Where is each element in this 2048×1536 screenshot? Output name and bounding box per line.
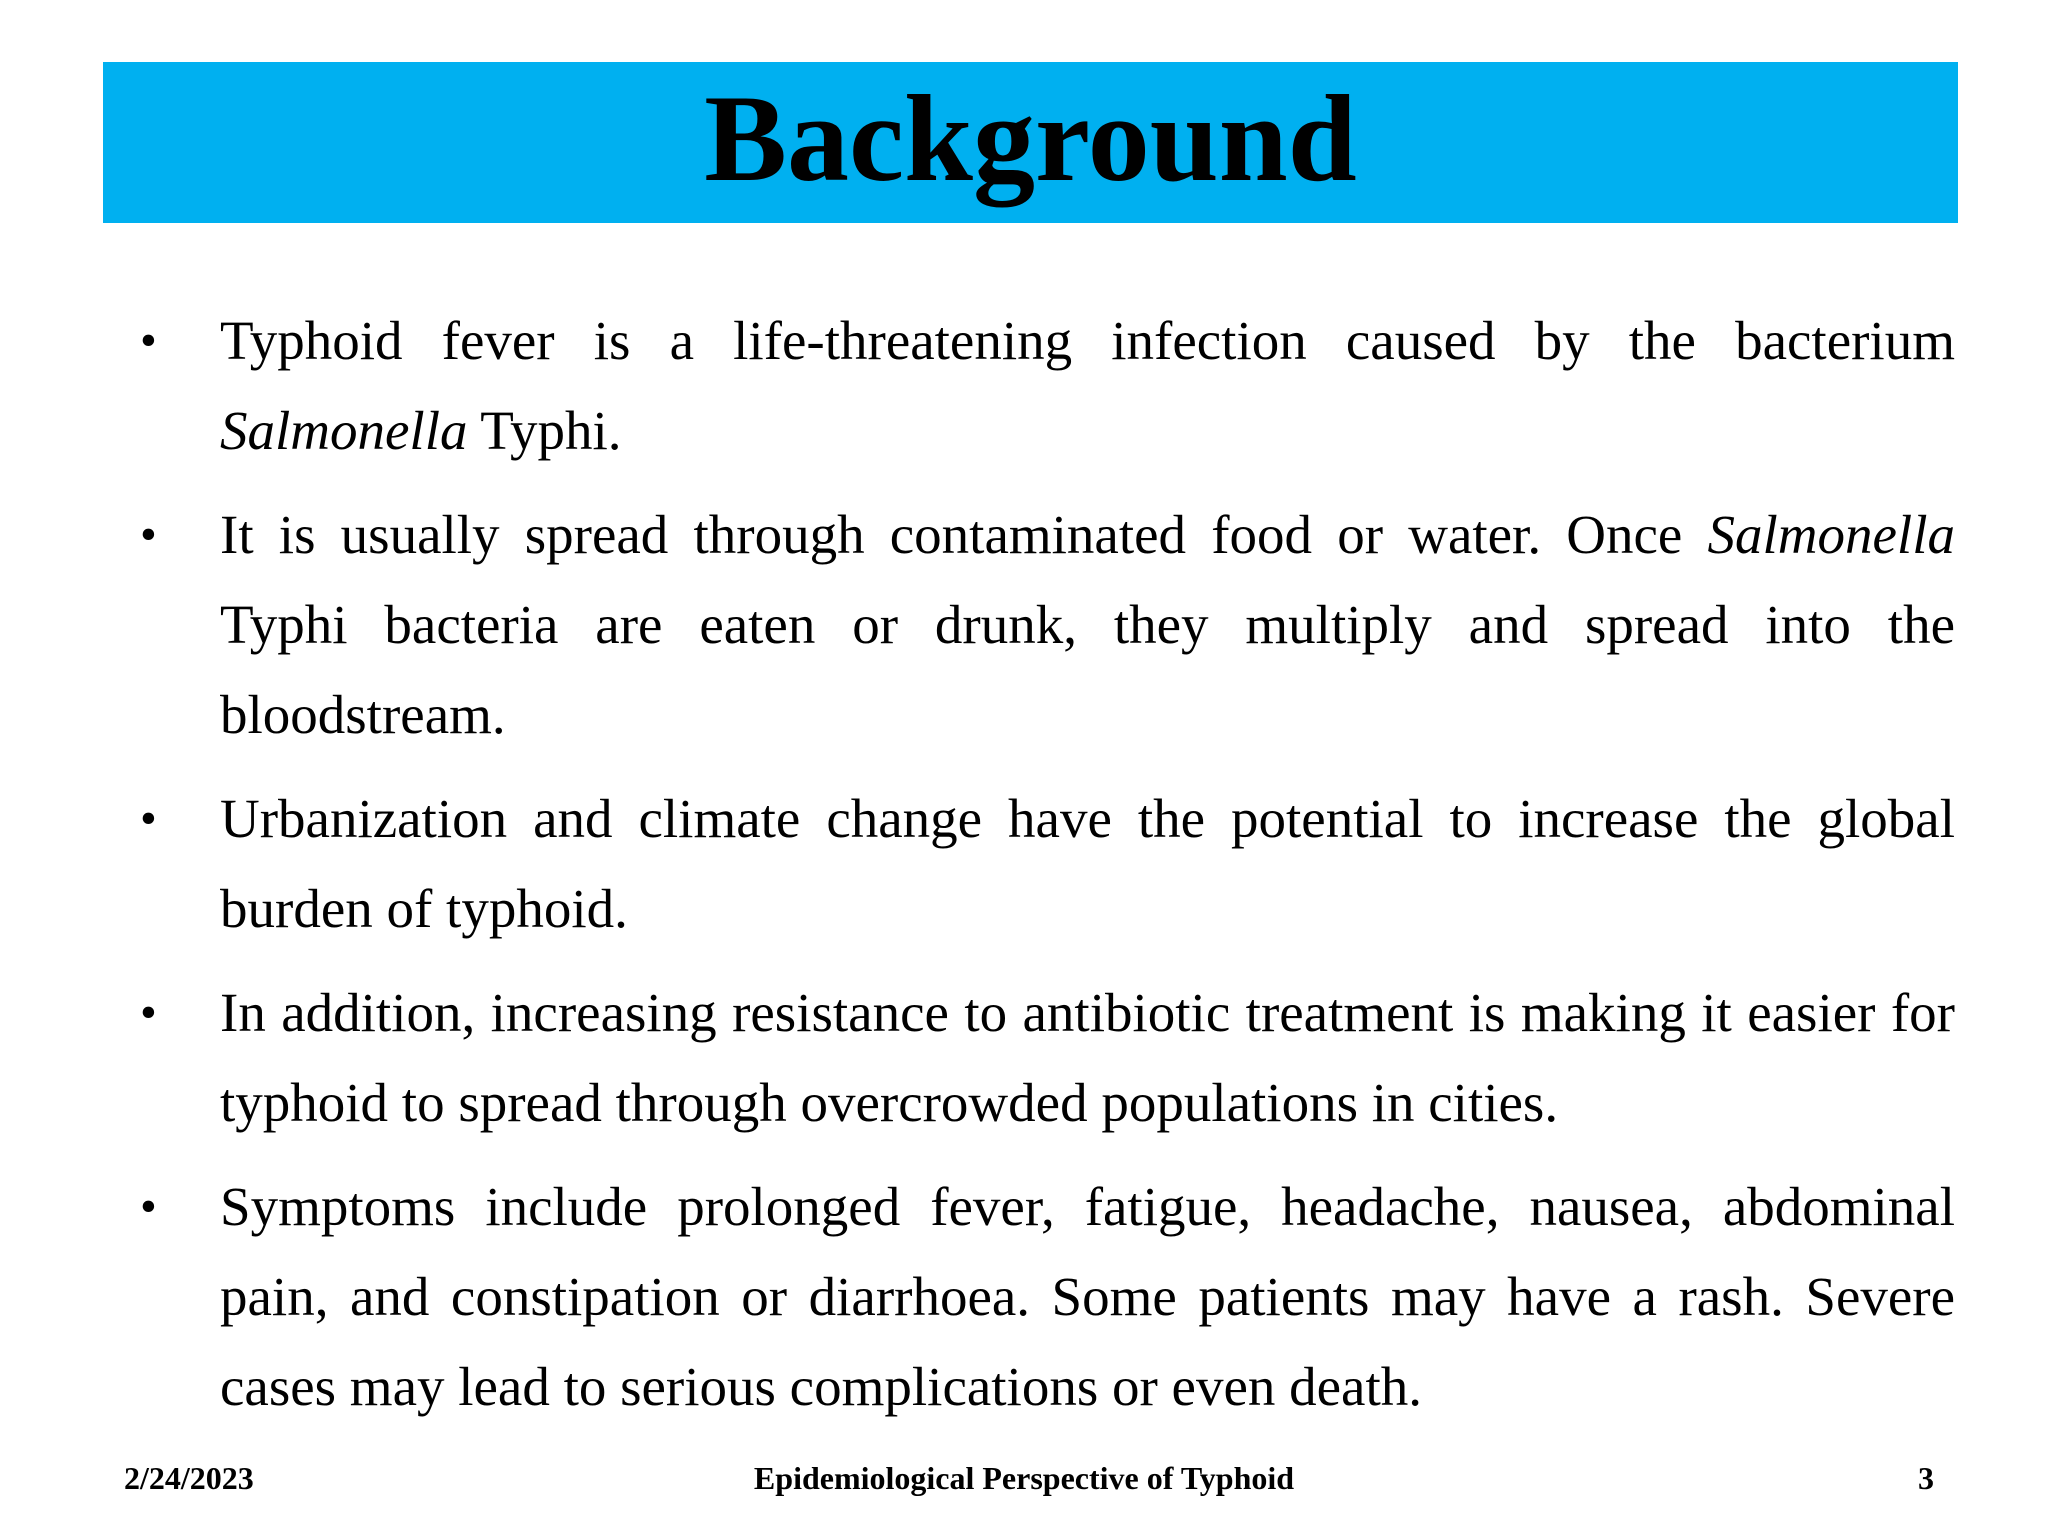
bullet-marker: • [140, 1180, 157, 1233]
bullet-text: Symptoms include prolonged fever, fatigue, headache, nausea, abdominal pain, and constipation or diarrhoea. Some patients may have a rash. Severe cases may lead to serious complications or even death. [220, 1176, 1955, 1417]
bullet-marker: • [140, 508, 157, 561]
italic-species-name: Salmonella [1707, 504, 1955, 565]
bullet-marker: • [140, 986, 157, 1039]
footer-date: 2/24/2023 [124, 1460, 254, 1496]
bullet-item-2 [140, 490, 1955, 760]
title-banner [103, 62, 1958, 223]
bullet-item-5 [140, 1162, 1955, 1432]
bullet-item-1 [140, 296, 1955, 476]
footer-title: Epidemiological Perspective of Typhoid [753, 1460, 1295, 1496]
italic-species-name: Salmonella [220, 400, 468, 461]
footer-page-number: 3 [1918, 1460, 1934, 1496]
slide-title: Background [704, 69, 1357, 207]
bullet-item-4 [140, 968, 1955, 1148]
bullet-item-3 [140, 774, 1955, 954]
bullet-text: Urbanization and climate change have the potential to increase the global burden of typhoid. [220, 788, 1955, 939]
bullet-marker: • [140, 314, 157, 367]
bullet-text: Typhoid fever is a life-threatening infection caused by the bacterium Salmonella Typhi. [220, 310, 1955, 461]
bullet-text: It is usually spread through contaminated food or water. Once Salmonella Typhi bacteria are eaten or drunk, they multiply and spread into the bloodstream. [220, 504, 1955, 745]
bullet-text: In addition, increasing resistance to antibiotic treatment is making it easier for typhoid to spread through overcrowded populations in cities. [220, 982, 1955, 1133]
bullet-marker: • [140, 792, 157, 845]
bullet-list [140, 296, 1955, 1446]
